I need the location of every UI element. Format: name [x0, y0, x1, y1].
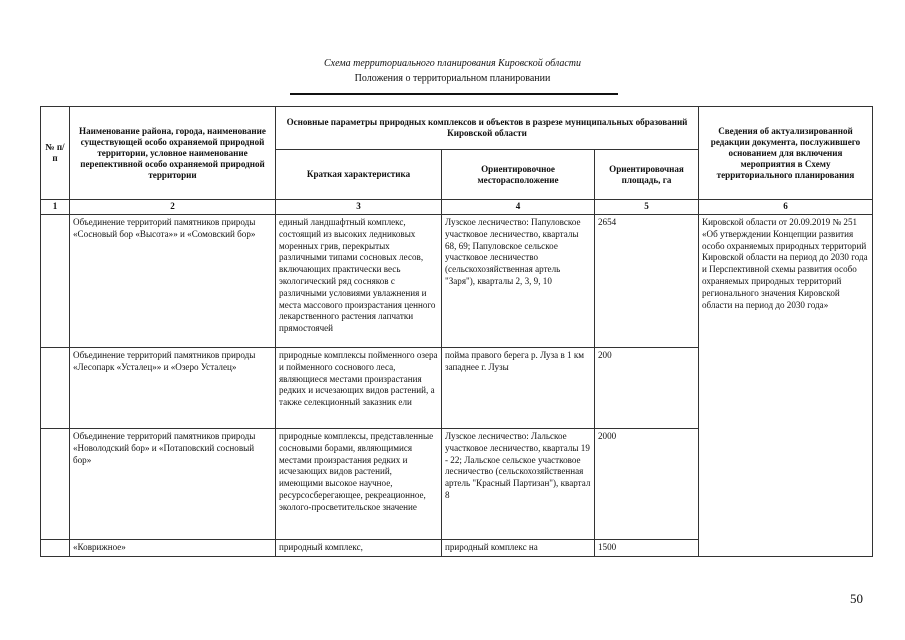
header-col-number: № п/п	[41, 107, 70, 200]
column-number: 1	[41, 200, 70, 215]
column-number: 4	[442, 200, 595, 215]
column-number: 2	[70, 200, 276, 215]
page-number: 50	[850, 591, 863, 606]
territory-name: Объединение территорий памятников природы «Новолодский бор» и «Потаповский сосновый бор»	[70, 429, 276, 540]
header-col-group: Основные параметры природных комплексов и объектов в разрезе муниципальных образований Кировской области	[276, 107, 699, 150]
header-col-name: Наименование района, города, наименование существующей особо охраняемой природной территории, условное наименование перепективной особо охраняемой природной территории	[70, 107, 276, 200]
planning-table	[40, 106, 873, 557]
territory-name: «Коврижное»	[70, 540, 276, 557]
table-row	[41, 215, 873, 348]
column-number-row	[41, 200, 873, 215]
territory-name: Объединение территорий памятников природы «Сосновый бор «Высота»» и «Сомовский бор»	[70, 215, 276, 348]
territory-name: Объединение территорий памятников природы «Лесопарк «Усталец»» и «Озеро Усталец»	[70, 348, 276, 429]
row-number-cell	[41, 429, 70, 540]
territory-area: 2654	[595, 215, 699, 348]
territory-description: природный комплекс,	[276, 540, 442, 557]
row-number-cell	[41, 215, 70, 348]
header-rule	[290, 93, 618, 95]
territory-description: природные комплексы пойменного озера и пойменного соснового леса, являющиеся местами произрастания редких и исчезающих видов растений, а также селекционный заказник ели	[276, 348, 442, 429]
basis-document: Кировской области от 20.09.2019 № 251 «Об утверждении Концепции развития особо охраняемых природных территорий Кировской области на период до 2030 года и Перспективной схемы развития особо охраняемых природных территорий регионального значения Кировской области на период до 2030 года»	[699, 215, 873, 557]
header-col-area: Ориентировочная площадь, га	[595, 150, 699, 200]
territory-location: Лузское лесничество: Папуловское участковое лесничество, кварталы 68, 69; Папуловское сельское участковое лесничество (сельскохозяйственная артель "Заря"), кварталы 2, 3, 9, 10	[442, 215, 595, 348]
header-col-description: Краткая характеристика	[276, 150, 442, 200]
row-number-cell	[41, 348, 70, 429]
territory-area: 1500	[595, 540, 699, 557]
document-title: Схема территориального планирования Кировской области	[323, 58, 582, 69]
territory-description: единый ландшафтный комплекс, состоящий из высоких ледниковых моренных грив, перекрытых различными типами сосновых лесов, включающих практически весь экологический ряд сосняков с различными условиями увлажнения и места массового произрастания ценного лекарственного растения лапчатки прямостоячей	[276, 215, 442, 348]
territory-area: 2000	[595, 429, 699, 540]
territory-area: 200	[595, 348, 699, 429]
row-number-cell	[41, 540, 70, 557]
column-number: 5	[595, 200, 699, 215]
header-col-basis: Сведения об актуализированной редакции документа, послужившего основанием для включения мероприятия в Схему территориального планирования	[699, 107, 873, 200]
territory-location: природный комплекс на	[442, 540, 595, 557]
header-col-location: Ориентировочное месторасположение	[442, 150, 595, 200]
territory-location: пойма правого берега р. Луза в 1 км западнее г. Лузы	[442, 348, 595, 429]
column-number: 6	[699, 200, 873, 215]
territory-location: Лузское лесничество: Лальское участковое лесничество, кварталы 19 - 22; Лальское сельское участковое лесничество (сельскохозяйственная артель "Красный Партизан"), квартал 8	[442, 429, 595, 540]
territory-description: природные комплексы, представленные сосновыми борами, являющимися местами произрастания редких и исчезающих видов растений, имеющими высокое научное, ресурсосберегающее, рекреационное, эколого-просветительское значение	[276, 429, 442, 540]
document-subtitle: Положения о территориальном планировании	[354, 73, 551, 84]
column-number: 3	[276, 200, 442, 215]
